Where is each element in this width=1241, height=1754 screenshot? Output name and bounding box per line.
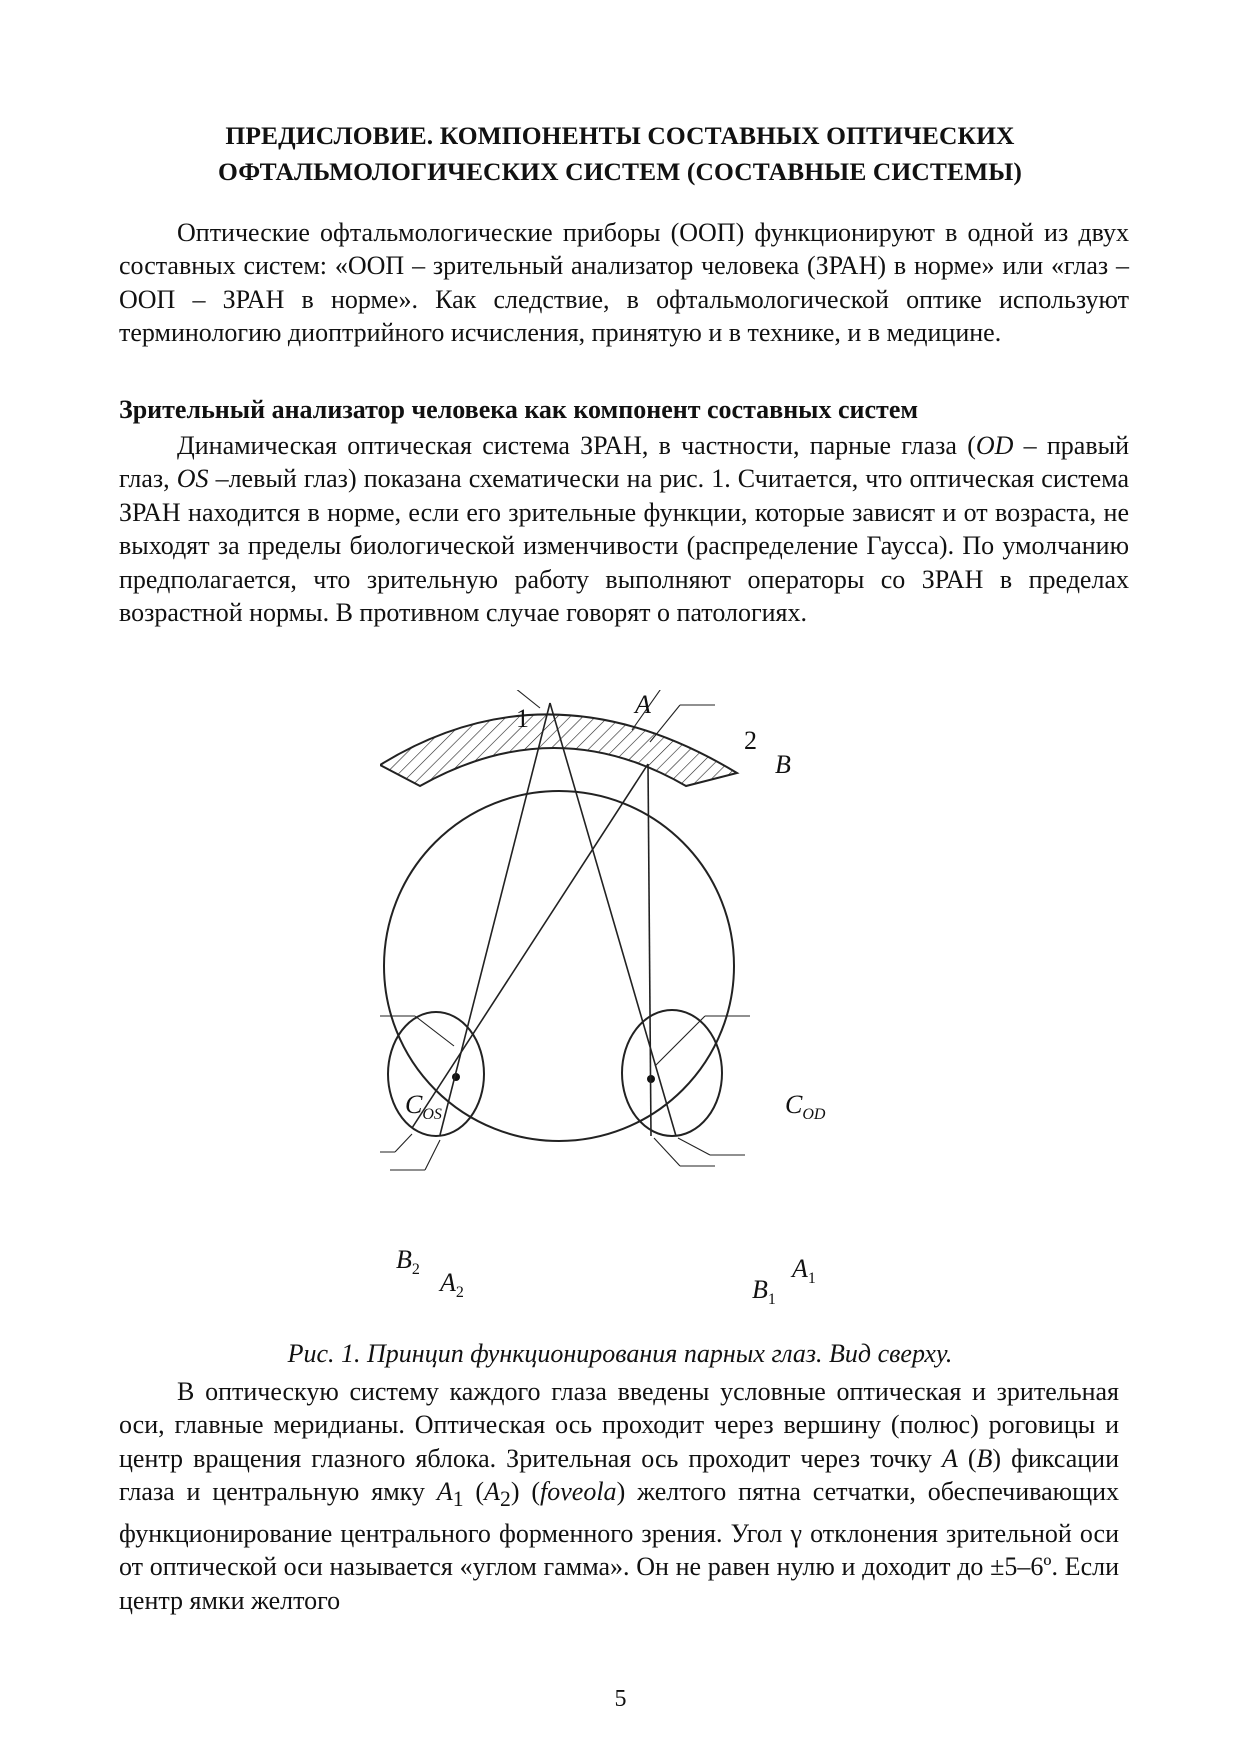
text-run: ) фиксации глаза и центральную ямку [119,1443,1119,1507]
term-a1-sub: 1 [452,1487,464,1512]
label-a1-sub: 1 [807,1270,816,1288]
label-os-sub: OS [422,1106,442,1124]
label-b2-letter: B [396,1245,412,1274]
right-eye-od [622,1010,722,1136]
ray-b-b2 [412,764,648,1128]
text-run: ) желтого пятна сетчатки, обеспечивающих функционирование центрального форменного зрения. Угол γ отклонения зрительной оси от оптической оси называется «углом гамма». Он не равен нулю и доходит до ±5–6º. Если центр ямки желтого [119,1477,1119,1615]
label-b: B [775,750,791,779]
label-b1-sub: 1 [767,1291,776,1309]
leader-cos-diag [415,1016,454,1046]
paragraph-axes [119,1375,1119,1617]
leader-a2-diag [425,1140,440,1170]
term-os: OS [176,464,209,494]
label-1: 1 [516,704,529,733]
figure-caption: Рис. 1. Принцип функционирования парных глаз. Вид сверху. [287,1339,953,1368]
label-od-sub: OD [802,1106,826,1124]
term-foveola: foveola [540,1477,617,1507]
term-a2-sub: 2 [499,1487,511,1512]
page-number: 5 [614,1686,627,1712]
eyeball-circle [384,791,734,1141]
intro-paragraph: Оптические офтальмологические приборы (ООП) функционируют в одной из двух составных систем: «ООП – зрительный анализатор человека (ЗРАН) в норме» или «глаз – ООП – ЗРАН в норме». Как следствие, в офтальмологической оптике используют терминологию диоптрийного исчисления, принятую и в технике, и в медицине. [119,218,1129,348]
label-a2-sub: 2 [455,1284,464,1302]
text-run: В оптическую систему каждого глаза введены условные оптическая и зрительная оси, главные меридианы. Оптическая ось проходит через вершину (полюс) роговицы и центр вращения глазного яблока. Зрительная ось проходит через точку [119,1377,1119,1473]
term-od: OD [975,431,1014,460]
hatched-lens [380,714,737,786]
leader-b2-diag [395,1134,412,1152]
left-eye-os [388,1012,484,1136]
text-run: – правый глаз, [119,431,1129,494]
text-run: ( [463,1477,485,1507]
term-a1: A [436,1477,453,1507]
label-c: C [785,1090,803,1119]
label-a2-letter: A [440,1268,456,1297]
label-c: C [405,1090,423,1119]
term-b: B [976,1443,993,1473]
text-run: ( [957,1443,977,1473]
leader-cod-diag [655,1016,705,1066]
text-run: ) ( [510,1477,541,1507]
section-heading: Зрительный анализатор человека как компонент составных систем [119,395,919,424]
figure-paired-eyes [380,690,860,1330]
label-a: A [635,690,651,719]
leader-2 [632,690,665,730]
page-title [120,118,1120,190]
term-a2: A [484,1477,500,1507]
label-a1-letter: A [792,1254,808,1283]
text-run: Динамическая оптическая система ЗРАН, в частности, парные глаза ( [177,431,976,460]
term-a: A [941,1443,958,1473]
label-b1-letter: B [752,1275,768,1304]
leader-1-diag [500,690,540,708]
leader-a1-diag [678,1138,710,1155]
title-line-1: ПРЕДИСЛОВИЕ. КОМПОНЕНТЫ СОСТАВНЫХ ОПТИЧЕСКИХ [225,121,1015,150]
label-2: 2 [744,726,757,755]
label-b2-sub: 2 [411,1261,420,1279]
title-line-2: ОФТАЛЬМОЛОГИЧЕСКИХ СИСТЕМ (СОСТАВНЫЕ СИСТЕМЫ) [218,157,1022,186]
text-run: –левый глаз) показана схематически на рис. 1. Считается, что оптическая система ЗРАН находится в норме, если его зрительные функции, которые зависят и от возраста, не выходят за пределы биологической изменчивости (распределение Гаусса). По умолчанию предполагается, что зрительную работу выполняют операторы со ЗРАН в пределах возрастной нормы. В противном случае говорят о патологиях. [119,464,1129,628]
leader-b1-diag [654,1138,680,1166]
paragraph-eyes [119,429,1129,629]
